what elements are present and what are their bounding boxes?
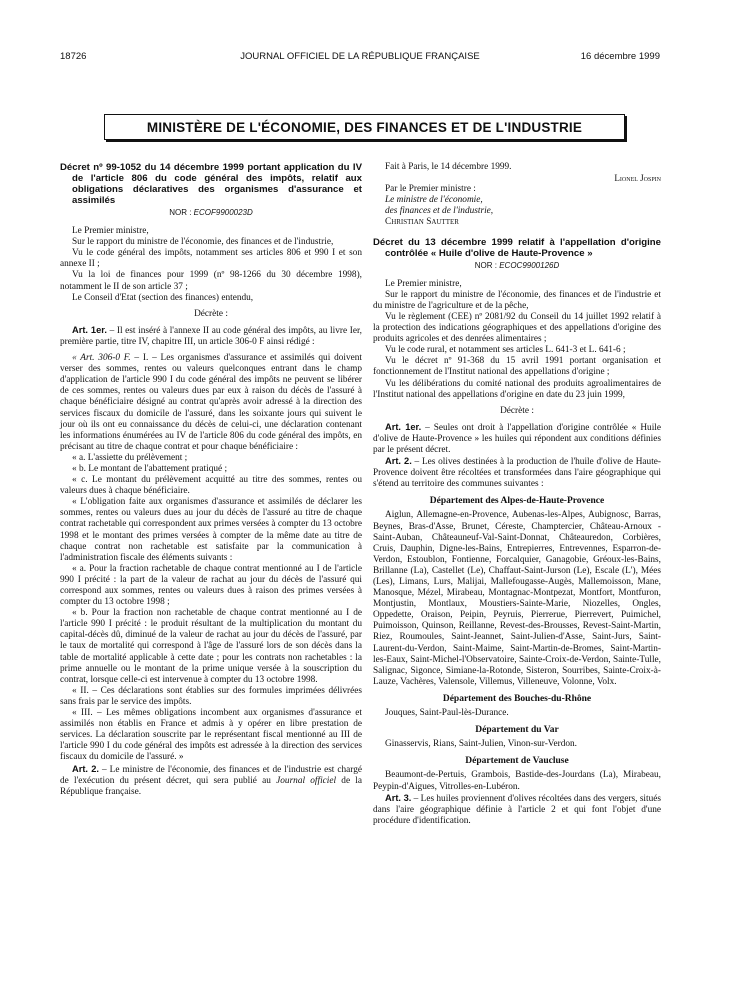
department-heading: Département des Bouches-du-Rhône [442,693,592,704]
publication-date: 16 décembre 1999 [580,51,660,62]
decree1-minister-title-1: Le ministre de l'économie, [385,195,483,206]
decree1-preamble-5: Le Conseil d'Etat (section des finances) entendu, [72,292,254,303]
department-heading: Département du Var [475,725,559,736]
decree1-title: Décret nº 99-1052 du 14 décembre 1999 portant application du IV de l'article 806 du code général des impôts, relatif aux obligations déclaratives des organismes d'assurance et assimilés [60,162,362,206]
decree1-item-a: « a. L'assiette du prélèvement ; [72,452,188,463]
department-communes: Aiglun, Allemagne-en-Provence, Aubenas-les-Alpes, Aubignosc, Barras, Beynes, Bras-d'Asse, Brunet, Céreste, Champtercier, Château-Arnoux - Saint-Auban, Châteauneuf-Val-Saint-Donnat, Châteauredon, Corbières, Cruis, Dauphin, Digne-les-Bains, Entrepierres, Entrevennes, Esparron-de-Verdon, Estoublon, Fontienne, Forcalquier, Ganagobie, Gréoux-les-Bains, Brillanne (La), Castellet (Le), Chaffaut-Saint-Jurson (Le), Escale (L'), Mées (Les), Limans, Lurs, Malijai, Mallefougasse-Augès, Mallemoisson, Mane, Manosque, Mézel, Mirabeau, Montagnac-Montpezat, Montfort, Montfuron, Montjustin, Montlaux, Moustiers-Sainte-Marie, Niozelles, Ongles, Oppedette, Oraison, Peipin, Peyruis, Pierrerue, Pierrevert, Puimichel, Puimoisson, Quinson, Reillanne, Revest-des-Brousses, Revest-Saint-Martin, Riez, Roumoules, Saint-Jeannet, Saint-Julien-d'Asse, Saint-Jurs, Saint-Laurent-du-Verdon, Saint-Maime, Saint-Martin-de-Bromes, Saint-Martin-les-Eaux, Saint-Michel-l'Observatoire, Sainte-Croix-de-Verdon, Sainte-Tulle, Salignac, Sigonce, Simiane-la-Rotonde, Sisteron, Sourribes, Sainte-Croix-à-Lauze, Vachères, Valensole, Villemus, Villeneuve, Volonne, Volx. [373,510,661,687]
decree2-preamble-6: Vu les délibérations du comité national des produits agroalimentaires de l'Institut national des appellations d'origine en date du 23 juin 1999, [373,378,661,400]
department-heading: Département de Vaucluse [465,756,569,767]
decree1-para-III: « III. – Les mêmes obligations incombent aux organismes d'assurance et assimilés non établis en France et admis à y opérer en libre prestation de services. La déclaration souscrite par le représentant fiscal mentionné au III de l'article 990 I du code général des impôts est adressée à la direction des services fiscaux du domicile de l'assuré. » [60,708,362,763]
decree1-item-c: « c. Le montant du prélèvement acquitté au titre des sommes, rentes ou valeurs dues à chaque bénéficiaire. [60,475,362,497]
journal-title: JOURNAL OFFICIEL DE LA RÉPUBLIQUE FRANÇAISE [240,51,480,62]
decree1-preamble-3: Vu le code général des impôts, notamment ses articles 806 et 990 I et son annexe II ; [60,248,362,270]
decree1-item-b: « b. Le montant de l'abattement pratiqué ; [72,463,228,474]
department-communes: Ginasservis, Rians, Saint-Julien, Vinon-sur-Verdon. [385,739,577,750]
right-column [373,162,661,827]
decree2-preamble-5: Vu le décret nº 91-368 du 15 avril 1991 portant organisation et fonctionnement de l'Institut national des appellations d'origine ; [373,356,661,378]
decree2-article-1: Art. 1er. – Seules ont droit à l'appellation d'origine contrôlée « Huile d'olive de Haute-Provence » les huiles qui répondent aux conditions définies par le présent décret. [373,421,661,455]
decree1-decrete: Décrète : [194,308,228,319]
ministry-title: MINISTÈRE DE L'ÉCONOMIE, DES FINANCES ET DE L'INDUSTRIE [146,119,583,135]
decree1-article-1: Art. 1er. – Il est inséré à l'annexe II au code général des impôts, au livre Ier, première partie, titre IV, chapitre III, un article 306-0 F ainsi rédigé : [60,324,362,347]
ministry-banner [104,114,625,140]
decree1-preamble-2: Sur le rapport du ministre de l'économie, des finances et de l'industrie, [72,237,334,248]
decree2-nor: NOR : ECOC9900126D [474,260,560,270]
decree1-signature: Lionel Jospin [614,173,661,184]
decree2-preamble-4: Vu le code rural, et notamment ses articles L. 641-3 et L. 641-6 ; [385,345,626,356]
decree1-article-306: « Art. 306-0 F. – I. – Les organismes d'assurance et assimilés qui doivent verser des sommes, rentes ou valeurs quelconques entrant dans le champ d'application de l'article 990 I du code général des impôts ne peuvent se libérer de ces sommes, rentes ou valeurs dues par eux à raison du décès de l'assuré à chaque bénéficiaire désigné au contrat qu'après avoir adressé à la direction des services fiscaux du domicile de l'assuré, dans les soixante jours qui suivent le jour où ils ont eu connaissance du décès de celui-ci, une déclaration contenant les informations énumérées au IV de l'article 806 du code général des impôts, en précisant au titre de chaque contrat et pour chaque bénéficiaire : [60,353,362,452]
decree1-para-a: « a. Pour la fraction rachetable de chaque contrat mentionné au I de l'article 990 I précité : la part de la valeur de rachat au jour du décès de l'assuré qui correspond aux sommes, rentes ou valeurs dues à raison des primes versées à compter du 13 octobre 1998 ; [60,563,362,608]
department-communes: Beaumont-de-Pertuis, Grambois, Bastide-des-Jourdans (La), Mirabeau, Peypin-d'Aigues, Vitrolles-en-Lubéron. [373,770,661,792]
page-number: 18726 [60,51,87,62]
left-column [60,162,362,798]
decree1-obligation: « L'obligation faite aux organismes d'assurance et assimilés de déclarer les sommes, rentes ou valeurs dues au jour du décès de l'assuré au titre de chaque contrat rachetable qui correspondent aux primes versées à compter du 13 octobre 1998 et le montant des primes versées à compter de la même date au titre de chaque contrat non rachetable est satisfaite par la communication à l'administration fiscale des éléments suivants : [60,497,362,563]
department-communes: Jouques, Saint-Paul-lès-Durance. [385,708,509,719]
decree1-minister-title-2: des finances et de l'industrie, [385,206,494,217]
decree2-preamble-3: Vu le règlement (CEE) nº 2081/92 du Conseil du 14 juillet 1992 relatif à la protection des indications géographiques et des appellations d'origine des produits agricoles et des denrées alimentaires ; [373,311,661,345]
decree1-par: Par le Premier ministre : [385,184,476,195]
decree2-article-2: Art. 2. – Les olives destinées à la production de l'huile d'olive de Haute-Provence doivent être récoltées et transformées dans l'aire géographique qui s'étend au territoire des communes suivantes : [373,456,661,490]
decree1-para-II: « II. – Ces déclarations sont établies sur des formules imprimées délivrées sans frais par le service des impôts. [60,685,362,707]
decree2-decrete: Décrète : [500,405,534,416]
decree2-title: Décret du 13 décembre 1999 relatif à l'appellation d'origine contrôlée « Huile d'olive de Haute-Provence » [373,236,661,259]
decree2-article-3: Art. 3. – Les huiles proviennent d'olives récoltées dans des vergers, situés dans l'aire géographique définie à l'article 2 et qui font l'objet d'une procédure d'identification. [373,792,661,826]
decree1-minister-name: Christian Sautter [385,217,459,228]
department-heading: Département des Alpes-de-Haute-Provence [429,496,605,507]
decree1-fait: Fait à Paris, le 14 décembre 1999. [385,162,512,172]
decree2-preamble-2: Sur le rapport du ministre de l'économie, des finances et de l'industrie et du ministre de l'agriculture et de la pêche, [373,289,661,311]
page-header [60,51,660,65]
decree1-article-2: Art. 2. – Le ministre de l'économie, des finances et de l'industrie est chargé de l'exécution du présent décret, qui sera publié au Journal officiel de la République française. [60,763,363,797]
decree1-preamble-1: Le Premier ministre, [72,226,149,237]
decree1-preamble-4: Vu la loi de finances pour 1999 (nº 98-1266 du 30 décembre 1998), notamment le II de son article 37 ; [60,270,362,292]
decree1-nor: NOR : ECOF9900023D [169,208,253,217]
decree1-para-b: « b. Pour la fraction non rachetable de chaque contrat mentionné au I de l'article 990 I précité : le produit résultant de la multiplication du montant du capital-décès dû, diminué de la valeur de rachat au jour du décès de l'assuré, par le taux de mortalité qui correspond à l'âge de l'assuré lors de son décès dans la table de mortalité applicable à cette date ; pour les contrats non rachetables : la prime annuelle ou le montant de la prime unique versée à la souscription du contrat, lorsque celle-ci est intervenue à compter du 13 octobre 1998. [60,608,362,685]
decree2-preamble-1: Le Premier ministre, [385,278,462,289]
